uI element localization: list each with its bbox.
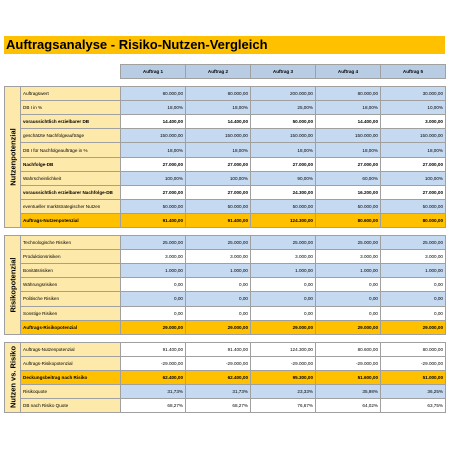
value-cell[interactable]: 27.000,00	[186, 185, 251, 199]
value-cell[interactable]: 80.600,00	[316, 342, 381, 356]
value-cell[interactable]: 0,00	[316, 278, 381, 292]
row-label[interactable]: Risikoquote	[21, 384, 121, 398]
value-cell[interactable]: 27.000,00	[316, 157, 381, 171]
row-label[interactable]: DB nach Risiko Quote	[21, 399, 121, 413]
table-row	[5, 370, 446, 384]
value-cell[interactable]: 18,00%	[316, 101, 381, 115]
value-cell[interactable]: 27.000,00	[381, 157, 446, 171]
value-cell[interactable]: 29.000,00	[121, 320, 186, 334]
value-cell[interactable]: 3.000,00	[381, 115, 446, 129]
value-cell[interactable]: 200.000,00	[251, 87, 316, 101]
column-header[interactable]: Auftrag 1	[121, 65, 186, 79]
value-cell[interactable]: 90,00%	[251, 171, 316, 185]
value-cell[interactable]: 91.400,00	[186, 342, 251, 356]
value-cell[interactable]: 3.000,00	[251, 250, 316, 264]
value-cell[interactable]: 60,00%	[316, 171, 381, 185]
value-cell[interactable]: 0,00	[316, 292, 381, 306]
row-label[interactable]: DB I in %	[21, 101, 121, 115]
table-row	[5, 115, 446, 129]
value-cell[interactable]: 29.000,00	[316, 320, 381, 334]
value-cell[interactable]: 1.000,00	[186, 264, 251, 278]
value-cell[interactable]: 150.000,00	[186, 129, 251, 143]
value-cell[interactable]: 150.000,00	[121, 129, 186, 143]
value-cell[interactable]: 18,00%	[186, 143, 251, 157]
table-row	[5, 171, 446, 185]
table-row	[5, 399, 446, 413]
row-label[interactable]: Politische Risiken	[21, 292, 121, 306]
value-cell[interactable]: 80.000,00	[121, 87, 186, 101]
value-cell[interactable]: 100,00%	[186, 171, 251, 185]
value-cell[interactable]: -29.000,00	[316, 356, 381, 370]
section-label	[5, 342, 21, 412]
value-cell[interactable]: 50.000,00	[316, 199, 381, 213]
value-cell[interactable]: 63,75%	[381, 399, 446, 413]
row-label[interactable]: DB I für Nachfolgeaufträge in %	[21, 143, 121, 157]
value-cell[interactable]: 76,67%	[251, 399, 316, 413]
table-row	[5, 236, 446, 250]
row-label[interactable]: Auftrags-Risikopotenzial	[21, 356, 121, 370]
value-cell[interactable]: 0,00	[381, 292, 446, 306]
value-cell[interactable]: 91.400,00	[186, 213, 251, 227]
row-label[interactable]: Auftrags-Risikopotenzial	[21, 320, 121, 334]
section-label-text: Nutzenpotenzial	[8, 128, 17, 186]
value-cell[interactable]: 50.000,00	[251, 115, 316, 129]
value-cell[interactable]: 80.000,00	[381, 213, 446, 227]
value-cell[interactable]: 18,00%	[251, 143, 316, 157]
value-cell[interactable]: 30.000,00	[381, 87, 446, 101]
value-cell[interactable]: 29.000,00	[381, 320, 446, 334]
table-row	[5, 320, 446, 334]
value-cell[interactable]: -29.000,00	[121, 356, 186, 370]
value-cell[interactable]: 62.400,00	[121, 370, 186, 384]
value-cell[interactable]: 68,27%	[186, 399, 251, 413]
value-cell[interactable]: 29.000,00	[186, 320, 251, 334]
value-cell[interactable]: 27.000,00	[251, 157, 316, 171]
value-cell[interactable]: 14.400,00	[186, 115, 251, 129]
value-cell[interactable]: 91.400,00	[121, 342, 186, 356]
value-cell[interactable]: 100,00%	[381, 171, 446, 185]
row-label[interactable]: Auftrags-Nutzenpotenzial	[21, 342, 121, 356]
table-row	[5, 129, 446, 143]
value-cell[interactable]: 31,73%	[186, 384, 251, 398]
value-cell[interactable]: 51.000,00	[381, 370, 446, 384]
value-cell[interactable]: 25.000,00	[121, 236, 186, 250]
table-row	[5, 87, 446, 101]
page-title: Auftragsanalyse - Risiko-Nutzen-Vergleich	[4, 36, 445, 54]
value-cell[interactable]: 3.000,00	[381, 250, 446, 264]
value-cell[interactable]: 27.000,00	[121, 157, 186, 171]
column-header[interactable]: Auftrag 5	[381, 65, 446, 79]
value-cell[interactable]: 27.000,00	[381, 185, 446, 199]
row-label[interactable]: Sonstige Risiken	[21, 306, 121, 320]
value-cell[interactable]: 62.400,00	[186, 370, 251, 384]
value-cell[interactable]: 91.400,00	[121, 213, 186, 227]
value-cell[interactable]: 27.000,00	[186, 157, 251, 171]
value-cell[interactable]: 35,98%	[316, 384, 381, 398]
value-cell[interactable]: 80.000,00	[316, 87, 381, 101]
row-label[interactable]: Produktionsrisiken	[21, 250, 121, 264]
value-cell[interactable]: 1.000,00	[121, 264, 186, 278]
value-cell[interactable]: 50.000,00	[186, 199, 251, 213]
row-label[interactable]: Bonitätsrisiken	[21, 264, 121, 278]
value-cell[interactable]: -29.000,00	[251, 356, 316, 370]
value-cell[interactable]: 18,00%	[121, 143, 186, 157]
value-cell[interactable]: 18,00%	[381, 143, 446, 157]
value-cell[interactable]: 14.400,00	[121, 115, 186, 129]
row-label[interactable]: Technologische Risiken	[21, 236, 121, 250]
value-cell[interactable]: 1.000,00	[381, 264, 446, 278]
value-cell[interactable]: 124.300,00	[251, 213, 316, 227]
value-cell[interactable]: 0,00	[251, 292, 316, 306]
column-header[interactable]: Auftrag 2	[186, 65, 251, 79]
column-header-row	[5, 65, 446, 79]
table-row	[5, 264, 446, 278]
value-cell[interactable]: -29.000,00	[381, 356, 446, 370]
value-cell[interactable]: 0,00	[251, 306, 316, 320]
value-cell[interactable]: 0,00	[121, 306, 186, 320]
table-row	[5, 384, 446, 398]
value-cell[interactable]: 95.300,00	[251, 370, 316, 384]
row-label[interactable]: Auftragswert	[21, 87, 121, 101]
value-cell[interactable]: 0,00	[316, 306, 381, 320]
value-cell[interactable]: 80.600,00	[316, 213, 381, 227]
value-cell[interactable]: 80.000,00	[381, 342, 446, 356]
row-label[interactable]: Deckungsbeitrag nach Risiko	[21, 370, 121, 384]
analysis-table	[4, 64, 446, 413]
value-cell[interactable]: 0,00	[186, 306, 251, 320]
value-cell[interactable]: 0,00	[381, 306, 446, 320]
table-row	[5, 356, 446, 370]
section-label-text: Nutzen vs. Risiko	[8, 346, 17, 409]
table-row	[5, 306, 446, 320]
value-cell[interactable]: 3.000,00	[316, 250, 381, 264]
value-cell[interactable]: 18,00%	[121, 101, 186, 115]
value-cell[interactable]: 36,25%	[381, 384, 446, 398]
row-label[interactable]: eventueller marktstrategischer Nutzen	[21, 199, 121, 213]
table-row	[5, 342, 446, 356]
row-label[interactable]: geschätzte Nachfolgeaufträge	[21, 129, 121, 143]
row-label[interactable]: Nachfolge-DB	[21, 157, 121, 171]
value-cell[interactable]: -29.000,00	[186, 356, 251, 370]
value-cell[interactable]: 100,00%	[121, 171, 186, 185]
value-cell[interactable]: 14.400,00	[316, 115, 381, 129]
table-row	[5, 101, 446, 115]
column-header[interactable]: Auftrag 4	[316, 65, 381, 79]
value-cell[interactable]: 64,02%	[316, 399, 381, 413]
value-cell[interactable]: 150.000,00	[381, 129, 446, 143]
table-row	[5, 185, 446, 199]
section-label-text: Risikopotenzial	[8, 257, 17, 313]
value-cell[interactable]: 0,00	[121, 292, 186, 306]
column-header[interactable]: Auftrag 3	[251, 65, 316, 79]
value-cell[interactable]: 0,00	[381, 278, 446, 292]
value-cell[interactable]: 1.000,00	[316, 264, 381, 278]
value-cell[interactable]: 25.000,00	[251, 236, 316, 250]
value-cell[interactable]: 31,73%	[121, 384, 186, 398]
value-cell[interactable]: 24.300,00	[251, 185, 316, 199]
table-row	[5, 213, 446, 227]
value-cell[interactable]: 50.000,00	[381, 199, 446, 213]
table-row	[5, 157, 446, 171]
table-row	[5, 292, 446, 306]
row-label[interactable]: Wahrscheinlichkeit	[21, 171, 121, 185]
row-label[interactable]: Auftrags-Nutzenpotenzial	[21, 213, 121, 227]
value-cell[interactable]: 25.000,00	[186, 236, 251, 250]
value-cell[interactable]: 18,00%	[316, 143, 381, 157]
value-cell[interactable]: 0,00	[186, 292, 251, 306]
value-cell[interactable]: 50.000,00	[121, 199, 186, 213]
value-cell[interactable]: 18,00%	[186, 101, 251, 115]
row-label[interactable]: voraussichtlich erzielbarer Nachfolge-DB	[21, 185, 121, 199]
value-cell[interactable]: 0,00	[186, 278, 251, 292]
value-cell[interactable]: 3.000,00	[121, 250, 186, 264]
value-cell[interactable]: 80.000,00	[186, 87, 251, 101]
value-cell[interactable]: 1.000,00	[251, 264, 316, 278]
table-row	[5, 278, 446, 292]
value-cell[interactable]: 0,00	[251, 278, 316, 292]
value-cell[interactable]: 29.000,00	[251, 320, 316, 334]
value-cell[interactable]: 124.300,00	[251, 342, 316, 356]
row-label[interactable]: Währungsrisiken	[21, 278, 121, 292]
value-cell[interactable]: 10,00%	[381, 101, 446, 115]
value-cell[interactable]: 51.600,00	[316, 370, 381, 384]
row-label[interactable]: voraussichtlich erzielbarer DB	[21, 115, 121, 129]
value-cell[interactable]: 27.000,00	[121, 185, 186, 199]
value-cell[interactable]: 0,00	[121, 278, 186, 292]
table-row	[5, 143, 446, 157]
value-cell[interactable]: 23,33%	[251, 384, 316, 398]
table-row	[5, 199, 446, 213]
value-cell[interactable]: 25.000,00	[381, 236, 446, 250]
section-label	[5, 236, 21, 335]
value-cell[interactable]: 68,27%	[121, 399, 186, 413]
value-cell[interactable]: 150.000,00	[316, 129, 381, 143]
value-cell[interactable]: 25.000,00	[316, 236, 381, 250]
section-label	[5, 87, 21, 228]
value-cell[interactable]: 16.200,00	[316, 185, 381, 199]
table-row	[5, 250, 446, 264]
value-cell[interactable]: 3.000,00	[186, 250, 251, 264]
value-cell[interactable]: 150.000,00	[251, 129, 316, 143]
value-cell[interactable]: 25,00%	[251, 101, 316, 115]
value-cell[interactable]: 50.000,00	[251, 199, 316, 213]
